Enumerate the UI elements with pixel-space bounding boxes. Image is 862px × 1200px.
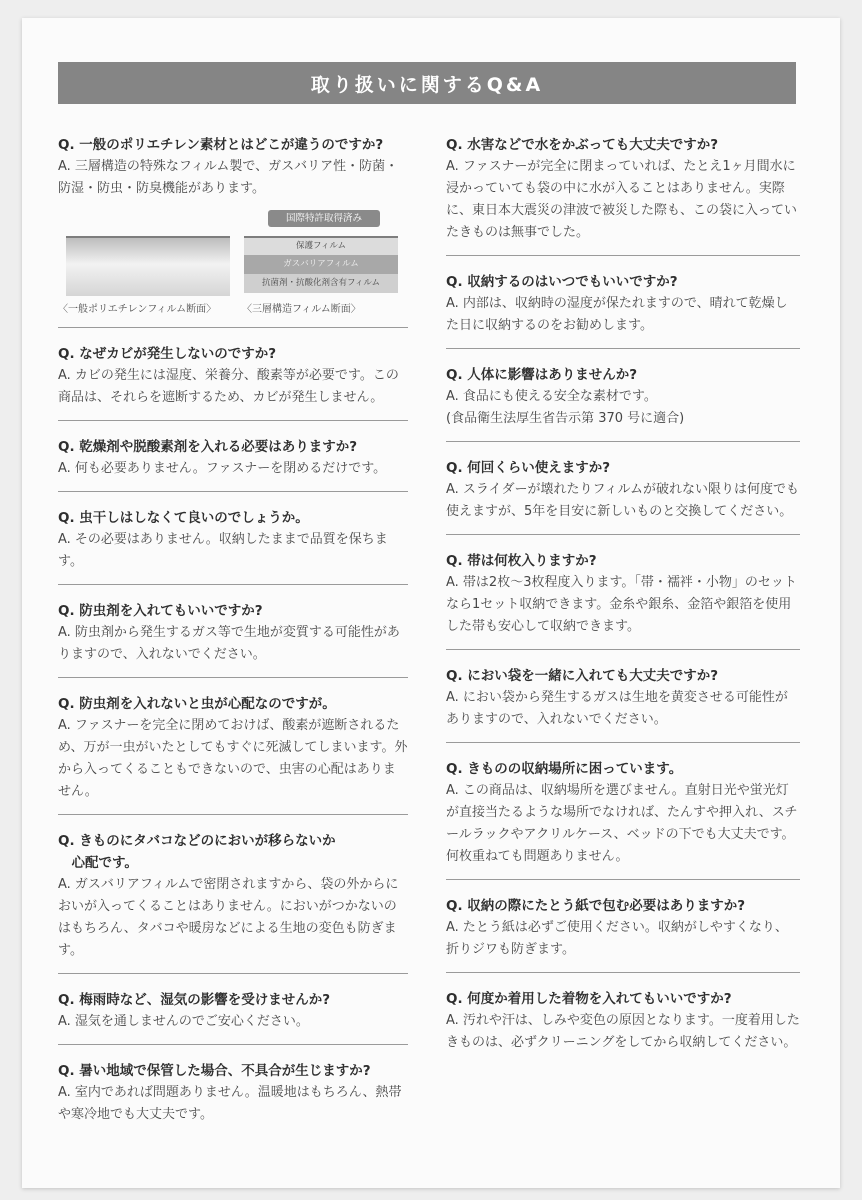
question: Q. 収納の際にたとう紙で包む必要はありますか? [446,898,746,914]
qa-item [446,891,800,973]
question: Q. におい袋を一緒に入れても大丈夫ですか? [446,668,719,684]
film-cross-section-diagram [58,204,408,316]
answer: A. におい袋から発生するガスは生地を黄変させる可能性がありますので、入れないでください。 [446,690,788,727]
answer: A. 食品にも使える安全な素材です。 [446,389,657,404]
qa-item [446,984,800,1065]
qa-item [446,360,800,442]
caption-plain-film: 〈一般ポリエチレンフィルム断面〉 [58,304,217,315]
document-page [22,18,840,1188]
page-title: 取り扱いに関するQ&A [58,62,796,104]
answer: A. 帯は2枚〜3枚程度入ります。「帯・襦袢・小物」のセットなら1セット収納できます。金糸や銀糸、金箔や銀箔を使用した帯も安心して収納できます。 [446,575,797,634]
qa-item [58,689,408,815]
qa-item [58,432,408,492]
answer: A. 汚れや汗は、しみや変色の原因となります。一度着用したきものは、必ずクリーニングをしてから収納してください。 [446,1013,800,1050]
question: Q. 何度か着用した着物を入れてもいいですか? [446,991,732,1007]
question: Q. 乾燥剤や脱酸素剤を入れる必要はありますか? [58,439,358,455]
answer: A. 室内であれば問題ありません。温暖地はもちろん、熱帯や寒冷地でも大丈夫です。 [58,1085,402,1122]
right-column [446,130,800,1076]
question: Q. きものの収納場所に困っています。 [446,761,683,777]
question: Q. 水害などで水をかぶっても大丈夫ですか? [446,137,719,153]
qa-item [58,985,408,1045]
question: Q. 防虫剤を入れてもいいですか? [58,603,263,619]
caption-three-layer-film: 〈三層構造フィルム断面〉 [242,304,361,315]
regulation-note: (食品衛生法厚生省告示第 370 号に適合) [446,411,685,426]
qa-item [446,661,800,743]
question: Q. 暑い地域で保管した場合、不具合が生じますか? [58,1063,371,1079]
question: Q. 虫干しはしなくて良いのでしょうか。 [58,510,309,526]
qa-item [446,267,800,349]
qa-item [58,826,408,974]
answer: A. たとう紙は必ずご使用ください。収納がしやすくなり、折りジワも防ぎます。 [446,920,788,957]
left-column [58,130,408,1148]
question: Q. 一般のポリエチレン素材とはどこが違うのですか? [58,137,384,153]
qa-item [446,453,800,535]
question: Q. きものにタバコなどのにおいが移らないか 心配です。 [58,833,336,871]
layer-gas-barrier: ガスバリアフィルム [244,255,398,274]
answer: A. スライダーが壊れたりフィルムが破れない限りは何度でも使えますが、5年を目安に新しいものと交換してください。 [446,482,799,519]
answer: A. 何も必要ありません。ファスナーを閉めるだけです。 [58,461,387,476]
answer: A. 防虫剤から発生するガス等で生地が変質する可能性がありますので、入れないでください。 [58,625,400,662]
answer: A. この商品は、収納場所を選びません。直射日光や蛍光灯が直接当たるような場所でなければ、たんすや押入れ、スチールラックやアクリルケース、ベッドの下でも大丈夫です。何枚重ねても問題ありません。 [446,783,798,864]
question: Q. 人体に影響はありませんか? [446,367,638,383]
question: Q. 梅雨時など、湿気の影響を受けませんか? [58,992,331,1008]
qa-item [446,754,800,880]
qa-item [58,339,408,421]
answer: A. ファスナーが完全に閉まっていれば、たとえ1ヶ月間水に浸かっていても袋の中に水が入ることはありません。実際に、東日本大震災の津波で被災した際も、この袋に入っていたきものは無事でした。 [446,159,798,240]
qa-item [58,130,408,328]
answer: A. 三層構造の特殊なフィルム製で、ガスバリア性・防菌・防湿・防虫・防臭機能があります。 [58,159,399,196]
qa-item [446,130,800,256]
answer: A. その必要はありません。収納したままで品質を保ちます。 [58,532,388,569]
qa-item [446,546,800,650]
qa-item [58,1056,408,1137]
question: Q. 帯は何枚入りますか? [446,553,597,569]
answer: A. 内部は、収納時の湿度が保たれますので、晴れて乾燥した日に収納するのをお勧めします。 [446,296,788,333]
question: Q. 収納するのはいつでもいいですか? [446,274,678,290]
plain-film-illustration [66,236,230,296]
layer-antibacterial: 抗菌剤・抗酸化剤含有フィルム [244,274,398,293]
answer: A. ガスバリアフィルムで密閉されますから、袋の外からにおいが入ってくることはありません。においがつかないのはもちろん、タバコや暖房などによる生地の変色も防ぎます。 [58,877,399,958]
patent-badge: 国際特許取得済み [268,210,380,227]
three-layer-film-illustration [244,236,398,294]
qa-item [58,596,408,678]
question: Q. 防虫剤を入れないと虫が心配なのですが。 [58,696,336,712]
qa-item [58,503,408,585]
answer: A. ファスナーを完全に閉めておけば、酸素が遮断されるため、万が一虫がいたとしてもすぐに死滅してしまいます。外から入ってくることもできないので、虫害の心配はありません。 [58,718,408,799]
question: Q. なぜカビが発生しないのですか? [58,346,277,362]
answer: A. カビの発生には湿度、栄養分、酸素等が必要です。この商品は、それらを遮断するため、カビが発生しません。 [58,368,399,405]
answer: A. 湿気を通しませんのでご安心ください。 [58,1014,309,1029]
question: Q. 何回くらい使えますか? [446,460,611,476]
layer-protective: 保護フィルム [244,236,398,255]
